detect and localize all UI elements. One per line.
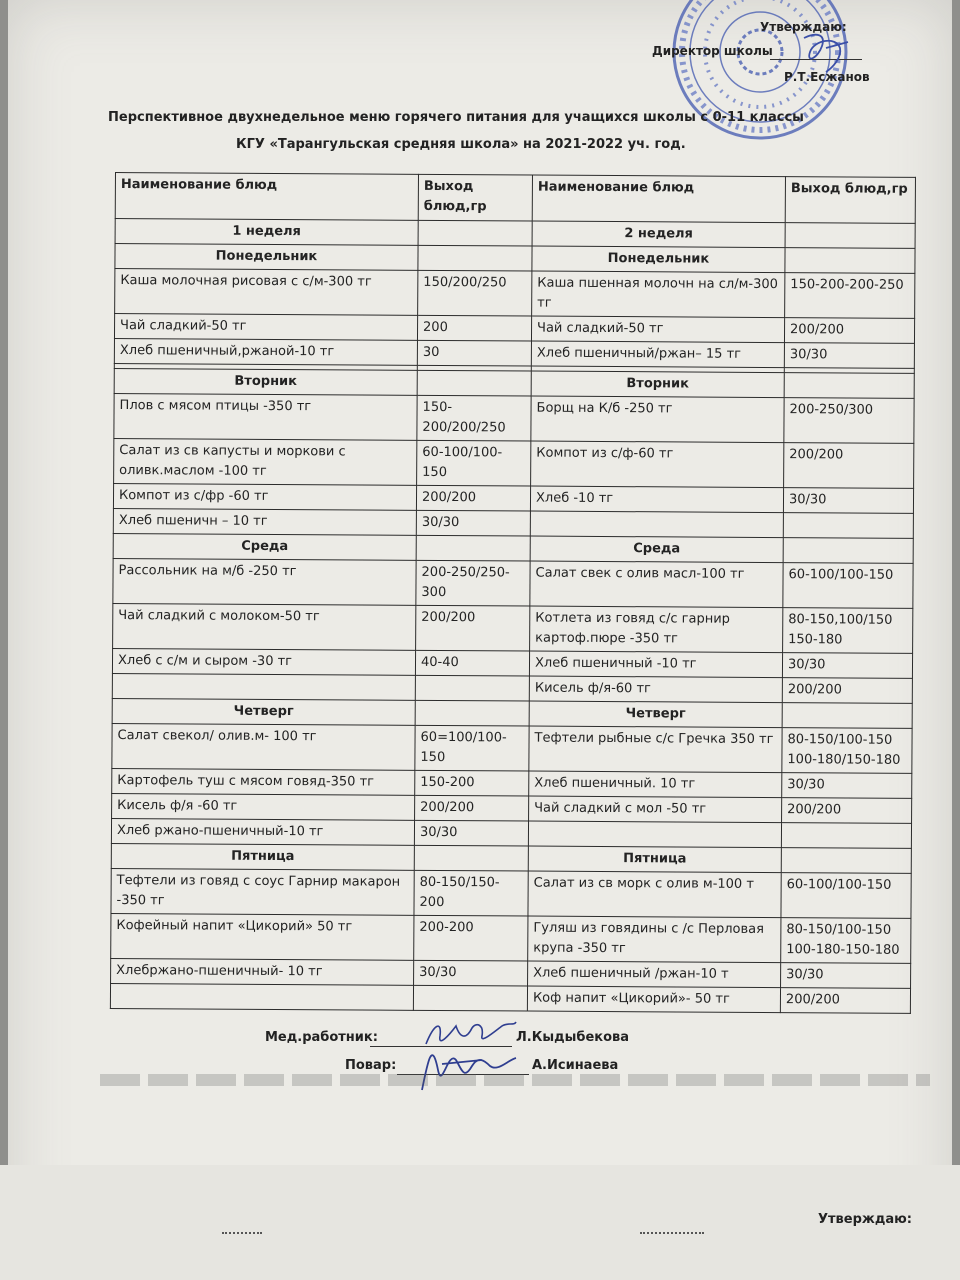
table-row — [114, 393, 914, 443]
portion-cell: 200/200 — [780, 988, 910, 1014]
dish-cell — [528, 821, 781, 848]
director-name: Р.Т.Есжанов — [784, 70, 870, 84]
dish-cell: Каша пшенная молочн на сл/м-300 тг — [532, 271, 785, 318]
dish-cell: Картофель туш с мясом говяд-350 тг — [112, 768, 415, 795]
dish-cell: Хлеб -10 тг — [530, 486, 783, 513]
portion-cell: 30/30 — [784, 343, 914, 369]
day-label: Пятница — [111, 843, 414, 870]
portion-cell: 30/30 — [414, 820, 528, 846]
portion-cell: 200/200 — [416, 605, 530, 651]
empty-cell — [785, 223, 915, 249]
week-label: 1 неделя — [115, 219, 418, 246]
portion-cell: 200/200 — [784, 443, 914, 489]
portion-cell: 150/200/250 — [418, 270, 532, 316]
dish-cell: Чай сладкий-50 тг — [114, 314, 417, 341]
dish-cell: Кисель ф/я-60 тг — [529, 676, 782, 703]
portion-cell: 30/30 — [781, 963, 911, 989]
portion-cell: 40-40 — [415, 650, 529, 676]
portion-cell — [415, 675, 529, 701]
dotted-line — [640, 1230, 704, 1234]
portion-cell: 80-150/150-200 — [414, 870, 528, 916]
dish-cell: Кисель ф/я -60 тг — [112, 793, 415, 820]
dish-cell: Гуляш из говядины с /с Перловая крупа -350 тг — [528, 916, 781, 963]
med-worker-name: Л.Кыдыбекова — [516, 1030, 630, 1045]
portion-cell: 200/200 — [782, 678, 912, 704]
bottom-approve-label: Утверждаю: — [818, 1212, 912, 1227]
portion-cell: 30/30 — [414, 960, 528, 986]
column-header: Выход блюд,гр — [418, 174, 532, 221]
director-signature — [796, 28, 856, 76]
day-label: Четверг — [112, 698, 415, 725]
dish-cell: Тефтели из говяд с соус Гарнир макарон -350 тг — [111, 868, 414, 915]
dish-cell: Хлеб ржано-пшеничный-10 тг — [111, 818, 414, 845]
portion-cell: 150-200-200-250 — [785, 273, 915, 319]
portion-cell: 30/30 — [783, 488, 913, 514]
empty-cell — [417, 370, 531, 396]
dish-cell — [110, 983, 413, 1010]
empty-cell — [418, 245, 532, 271]
dish-cell — [112, 673, 415, 700]
dish-cell: Каша молочная рисовая с с/м-300 тг — [115, 269, 418, 316]
lower-sheet — [0, 1165, 960, 1280]
dish-cell — [530, 511, 783, 538]
dish-cell: Хлеб пшеничный. 10 тг — [529, 771, 782, 798]
table-row — [114, 438, 914, 488]
med-worker-label: Мед.работник: — [265, 1030, 378, 1045]
day-label: Вторник — [531, 371, 784, 398]
empty-cell — [418, 220, 532, 246]
table-row — [113, 603, 913, 653]
column-header: Наименование блюд — [532, 175, 785, 223]
dish-cell: Плов с мясом птицы -350 тг — [114, 393, 417, 440]
approve-label: Утверждаю: — [760, 20, 847, 34]
portion-cell: 200 — [417, 315, 531, 341]
table-row — [111, 913, 911, 963]
empty-cell — [785, 248, 915, 274]
dish-cell: Хлеб пшеничный /ржан-10 т — [528, 961, 781, 988]
dish-cell: Хлеб пшеничный,ржаной-10 тг — [114, 338, 417, 365]
day-label: Понедельник — [532, 246, 785, 273]
portion-cell: 30/30 — [416, 510, 530, 536]
dotted-line — [222, 1230, 262, 1234]
menu-title-line1: Перспективное двухнедельное меню горячего питания для учащихся школы с 0-11 классы — [108, 110, 804, 125]
portion-cell: 80-150,100/150 150-180 — [783, 608, 913, 654]
portion-cell: 30/30 — [782, 653, 912, 679]
portion-cell: 150-200/200/250 — [417, 395, 531, 441]
portion-cell: 200-250/300 — [784, 398, 914, 444]
day-label: Пятница — [528, 846, 781, 873]
empty-cell — [783, 538, 913, 564]
dish-cell: Хлеб пшеничн – 10 тг — [113, 508, 416, 535]
portion-cell: 200/200 — [415, 795, 529, 821]
dish-cell: Тефтели рыбные с/с Гречка 350 тг — [529, 726, 782, 773]
portion-cell: 200-200 — [414, 915, 528, 961]
dish-cell: Чай сладкий-50 тг — [531, 316, 784, 343]
portion-cell: 200-250/250-300 — [416, 560, 530, 606]
dish-cell: Котлета из говяд с/с гарнир картоф.пюре -350 тг — [530, 606, 783, 653]
day-label: Вторник — [114, 368, 417, 395]
dish-cell: Хлеб с с/м и сыром -30 тг — [112, 648, 415, 675]
dish-cell: Компот из с/ф-60 тг — [531, 441, 784, 488]
empty-cell — [782, 703, 912, 729]
dish-cell: Коф напит «Цикорий»- 50 тг — [527, 986, 780, 1013]
portion-cell — [413, 985, 527, 1011]
portion-cell: 60-100/100-150 — [781, 873, 911, 919]
dish-cell: Салат свекол/ олив.м- 100 тг — [112, 723, 415, 770]
cook-signature — [412, 1030, 522, 1100]
dish-cell: Кофейный напит «Цикорий» 50 тг — [111, 913, 414, 960]
cook-name: А.Исинаева — [532, 1058, 619, 1073]
empty-cell — [781, 848, 911, 874]
empty-cell — [415, 700, 529, 726]
portion-cell — [781, 823, 911, 849]
empty-cell — [414, 845, 528, 871]
bleed-through-text — [100, 1074, 930, 1086]
portion-cell: 200/200 — [784, 318, 914, 344]
portion-cell — [783, 513, 913, 539]
day-label: Среда — [113, 533, 416, 560]
portion-cell: 200/200 — [782, 798, 912, 824]
dish-cell: Рассольник на м/б -250 тг — [113, 558, 416, 605]
dish-cell: Чай сладкий с мол -50 тг — [529, 796, 782, 823]
dish-cell: Салат из св капусты и моркови с оливк.маслом -100 тг — [114, 438, 417, 485]
column-header: Наименование блюд — [115, 173, 418, 221]
empty-cell — [784, 373, 914, 399]
day-label: Понедельник — [115, 244, 418, 271]
portion-cell: 60=100/100-150 — [415, 725, 529, 771]
menu-title-line2: КГУ «Тарангульская средняя школа» на 2021-2022 уч. год. — [236, 137, 686, 152]
dish-cell: Хлеб пшеничный -10 тг — [529, 651, 782, 678]
dish-cell: Борщ на К/б -250 тг — [531, 396, 784, 443]
portion-cell: 80-150/100-150 100-180-150-180 — [781, 918, 911, 964]
dish-cell: Хлебржано-пшеничный- 10 тг — [111, 958, 414, 985]
portion-cell: 30/30 — [782, 773, 912, 799]
portion-cell: 150-200 — [415, 770, 529, 796]
column-header: Выход блюд,гр — [785, 177, 915, 224]
portion-cell: 200/200 — [416, 485, 530, 511]
table-row — [113, 558, 913, 608]
table-row — [111, 868, 911, 918]
table-row — [112, 723, 912, 773]
cook-label: Повар: — [345, 1058, 397, 1073]
dish-cell: Компот из с/фр -60 тг — [113, 483, 416, 510]
table-row — [110, 983, 910, 1013]
portion-cell: 80-150/100-150 100-180/150-180 — [782, 728, 912, 774]
empty-cell — [416, 535, 530, 561]
dish-cell: Салат свек с олив масл-100 тг — [530, 561, 783, 608]
director-label: Директор школы — [652, 44, 773, 58]
portion-cell: 60-100/100-150 — [783, 563, 913, 609]
dish-cell: Хлеб пшеничный/ржан– 15 тг — [531, 341, 784, 368]
day-label: Четверг — [529, 701, 782, 728]
table-header-row — [115, 173, 915, 224]
portion-cell: 30 — [417, 340, 531, 366]
menu-table — [110, 172, 916, 1014]
week-label: 2 неделя — [532, 221, 785, 248]
table-row — [115, 269, 915, 319]
portion-cell: 60-100/100-150 — [417, 440, 531, 486]
dish-cell: Салат из св морк с олив м-100 т — [528, 871, 781, 918]
dish-cell: Чай сладкий с молоком-50 тг — [113, 603, 416, 650]
day-label: Среда — [530, 536, 783, 563]
